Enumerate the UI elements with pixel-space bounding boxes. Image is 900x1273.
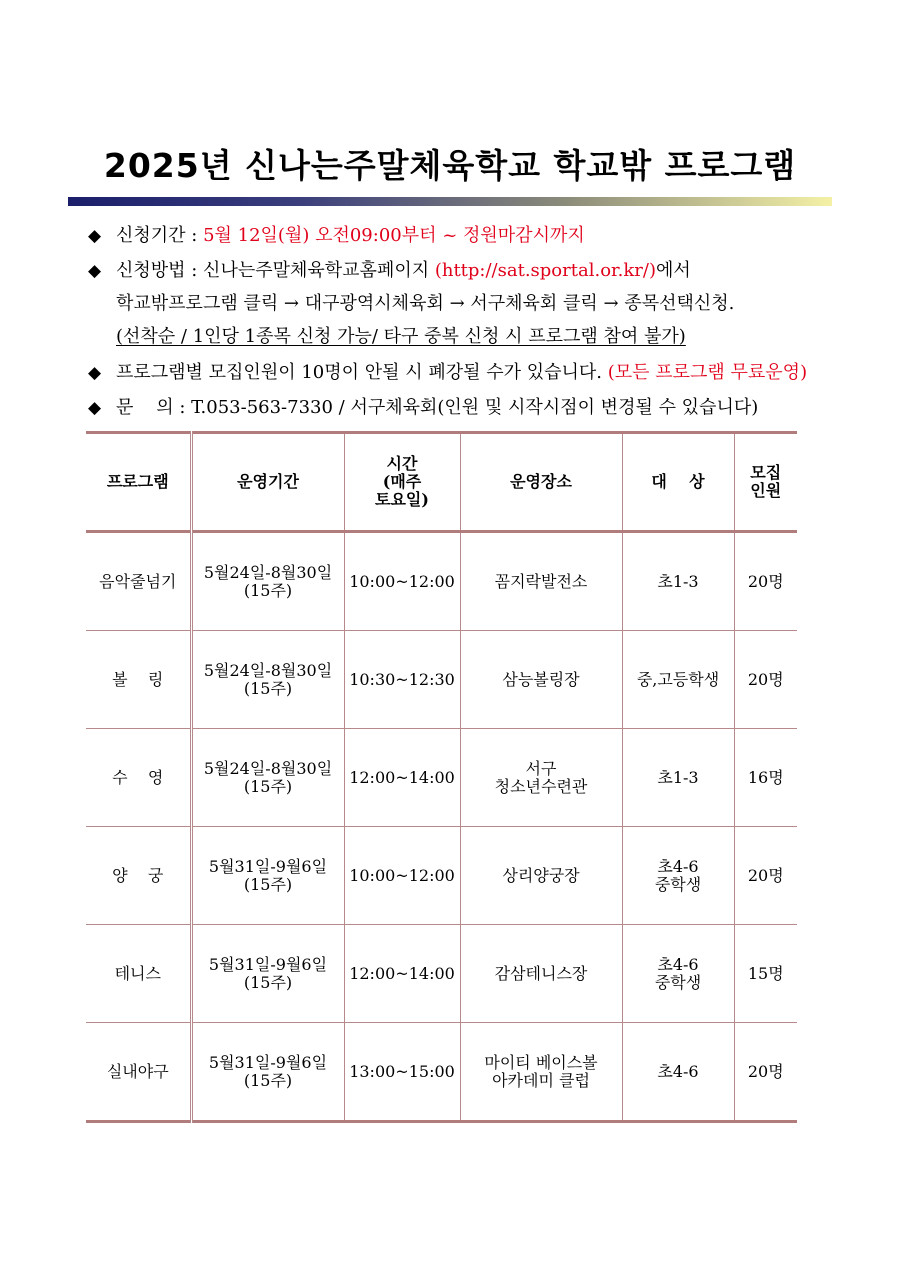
info-application-period [88,224,848,248]
cell-count: 20명 [734,532,797,631]
cell-target-line2: 중학생 [654,874,702,894]
cell-target-line1: 초4-6 [657,954,699,974]
method-line3-text: (선착순 / 1인당 1종목 신청 가능/ 타구 중복 신청 시 프로그램 참여 불가) [116,326,686,347]
cell-target-line1: 초4-6 [657,1061,699,1081]
cell-place [460,532,622,631]
diamond-bullet-icon: ◆ [88,363,102,383]
cell-time: 12:00~14:00 [344,925,460,1023]
table-row [86,631,797,729]
notice-red-text: (모든 프로그램 무료운영) [607,362,808,383]
cell-period-dates: 5월24일-8월30일 [203,758,333,778]
cell-time: 10:30~12:30 [344,631,460,729]
cell-program: 양 궁 [86,827,191,925]
method-line2: 학교밖프로그램 클릭 → 대구광역시체육회 → 서구체육회 클릭 → 종목선택신청. [116,293,735,314]
header-period: 운영기간 [191,433,344,532]
title-underline-bar [68,197,832,206]
cell-count: 15명 [734,925,797,1023]
table-row [86,925,797,1023]
header-target: 대 상 [622,433,734,532]
cell-period-weeks: (15주) [243,874,293,894]
cell-place-line2: 청소년수련관 [494,776,588,796]
period-label: 신청기간 : [116,225,204,246]
cell-period-weeks: (15주) [243,972,293,992]
cell-period-dates: 5월31일-9월6일 [208,1052,328,1072]
page-title: 2025년 신나는주말체육학교 학교밖 프로그램 [103,146,797,185]
table-row [86,729,797,827]
info-application-method [88,259,848,283]
table-header-row [86,433,797,532]
diamond-bullet-icon: ◆ [88,398,102,418]
cell-place [460,1023,622,1122]
cell-time: 13:00~15:00 [344,1023,460,1122]
cell-count: 20명 [734,1023,797,1122]
method-label: 신청방법 : 신나는주말체육학교홈페이지 [116,260,435,281]
info-notice [88,361,848,385]
cell-count: 20명 [734,631,797,729]
contact-label: 문 의 : [116,397,192,418]
cell-period-dates: 5월31일-9월6일 [208,954,328,974]
cell-period-weeks: (15주) [243,678,293,698]
cell-period [191,1023,344,1122]
table-row [86,827,797,925]
cell-count: 20명 [734,827,797,925]
contact-value: T.053-563-7330 / 서구체육회(인원 및 시작시점이 변경될 수 있습니다) [191,397,759,418]
cell-period [191,729,344,827]
method-line3 [88,325,876,349]
cell-target [622,729,734,827]
cell-place-line2: 아카데미 클럽 [492,1070,590,1090]
cell-target-line1: 중,고등학생 [636,669,720,689]
cell-period-dates: 5월24일-8월30일 [203,660,333,680]
method-url-link[interactable]: (http://sat.sportal.or.kr/) [434,260,656,281]
cell-time: 10:00~12:00 [344,827,460,925]
cell-target [622,532,734,631]
header-place: 운영장소 [460,433,622,532]
cell-program: 볼 링 [86,631,191,729]
cell-place-line1: 감삼테니스장 [494,963,588,983]
cell-place [460,925,622,1023]
period-value: 5월 12일(월) 오전09:00부터 ~ 정원마감시까지 [203,225,585,246]
cell-period [191,631,344,729]
program-schedule-table [86,431,797,1123]
cell-target-line1: 초1-3 [657,571,699,591]
cell-place [460,729,622,827]
cell-time: 10:00~12:00 [344,532,460,631]
cell-place-line1: 서구 [525,758,557,778]
header-count-line2: 인원 [750,481,782,500]
cell-count: 16명 [734,729,797,827]
cell-program: 실내야구 [86,1023,191,1122]
cell-time: 12:00~14:00 [344,729,460,827]
cell-target [622,827,734,925]
cell-program: 수 영 [86,729,191,827]
header-count-line1: 모집 [750,463,782,482]
cell-place-line1: 상리양궁장 [502,865,580,885]
cell-place [460,827,622,925]
notice-text: 프로그램별 모집인원이 10명이 안될 시 폐강될 수가 있습니다. [116,362,608,383]
cell-period [191,925,344,1023]
cell-target-line1: 초4-6 [657,856,699,876]
cell-period-weeks: (15주) [243,1070,293,1090]
cell-place-line1: 꼼지락발전소 [494,571,588,591]
cell-target-line2: 중학생 [654,972,702,992]
table-row [86,532,797,631]
header-time-line3: 토요일) [375,490,429,509]
header-time-line1: 시간 [386,454,418,473]
cell-program: 테니스 [86,925,191,1023]
cell-period-dates: 5월31일-9월6일 [208,856,328,876]
header-time [344,433,460,532]
cell-period [191,827,344,925]
cell-period-weeks: (15주) [243,776,293,796]
info-contact [88,396,848,420]
cell-period-dates: 5월24일-8월30일 [203,562,333,582]
cell-program: 음악줄넘기 [86,532,191,631]
diamond-bullet-icon: ◆ [88,261,102,281]
cell-place-line1: 삼능볼링장 [502,669,580,689]
cell-target [622,1023,734,1122]
cell-target [622,631,734,729]
cell-period [191,532,344,631]
header-time-line2: (매주 [382,472,422,491]
cell-target-line1: 초1-3 [657,767,699,787]
table-row [86,1023,797,1122]
cell-target [622,925,734,1023]
header-program: 프로그램 [86,433,191,532]
cell-period-weeks: (15주) [243,580,293,600]
diamond-bullet-icon: ◆ [88,226,102,246]
header-count [734,433,797,532]
cell-place [460,631,622,729]
cell-place-line1: 마이티 베이스볼 [484,1052,598,1072]
method-suffix: 에서 [655,260,691,281]
